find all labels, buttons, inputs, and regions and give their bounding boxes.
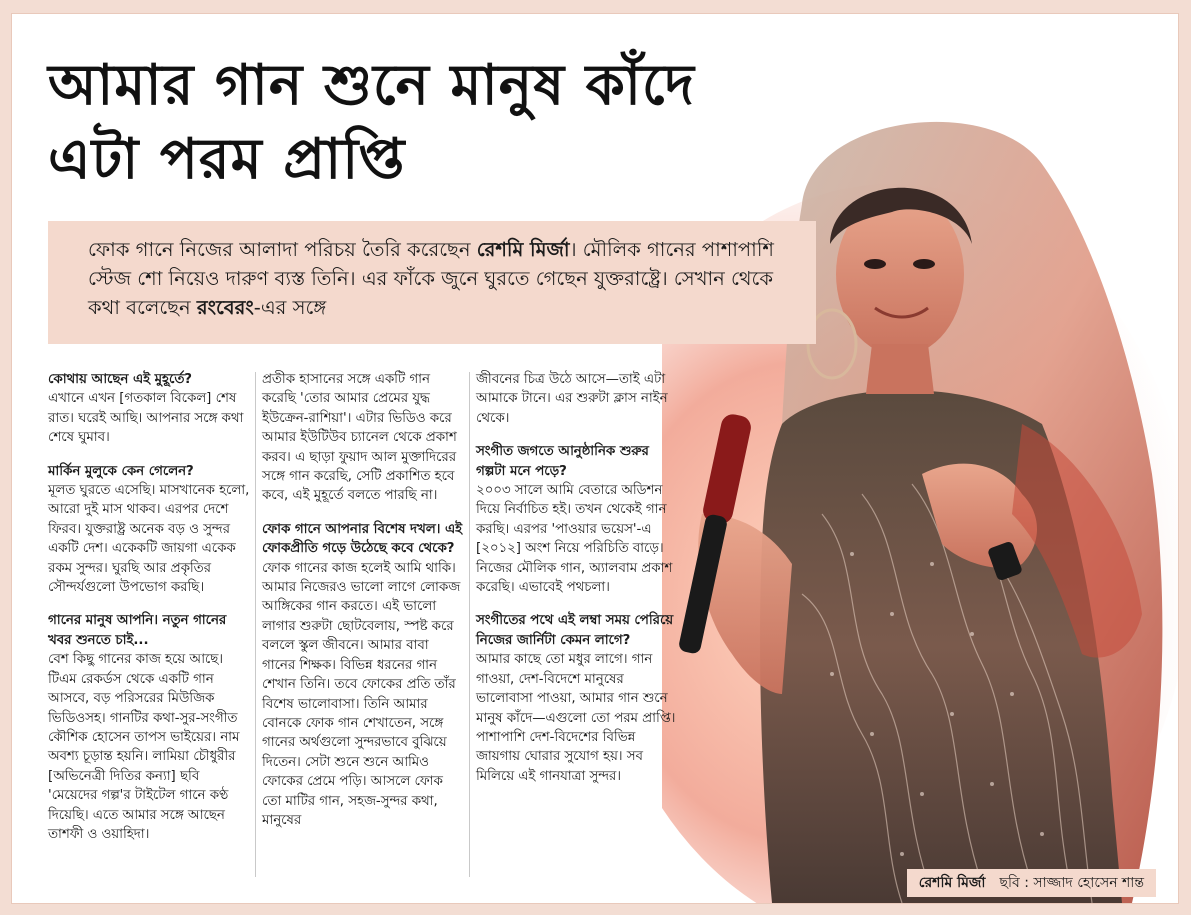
column-divider (255, 372, 256, 877)
newspaper-page (12, 14, 1178, 903)
photo-caption (907, 869, 1156, 897)
qa-block (476, 370, 680, 428)
qa-block (262, 370, 466, 506)
caption-credit: ছবি : সাজ্জাদ হোসেন শান্ত (999, 875, 1144, 891)
intro-text-3: -এর সঙ্গে (253, 296, 327, 319)
intro-box (48, 221, 816, 344)
singer-illustration (662, 94, 1178, 903)
qa-block (48, 370, 252, 448)
question: ফোক গানে আপনার বিশেষ দখল। এই ফোকপ্রীতি গড়ে উঠেছে কবে থেকে? (262, 521, 463, 557)
column-divider (469, 372, 470, 877)
question: গানের মানুষ আপনি। নতুন গানের খবর শুনতে চাই... (48, 613, 227, 648)
singer-photo (662, 94, 1178, 903)
intro-section: রংবেরং (196, 296, 254, 319)
column-2 (262, 370, 466, 844)
qa-block (476, 611, 680, 786)
answer: এখানে এখন [গতকাল বিকেল] শেষ রাত। ঘরেই আছি। আপনার সঙ্গে কথা শেষে ঘুমাব। (48, 391, 244, 446)
answer: মূলত ঘুরতে এসেছি। মাসখানেক হলো, আরো দুই মাস থাকব। এরপর দেশে ফিরব। যুক্তরাষ্ট্র অনেক বড় ও সুন্দর একটি দেশ। একেকটি জায়গা একেক রকম সুন্দর। ঘুরছি আর প্রকৃতির সৌন্দর্যগুলো উপভোগ করছি। (48, 483, 250, 596)
qa-block (476, 442, 680, 597)
question: সংগীত জগতে আনুষ্ঠানিক শুরুর গল্পটা মনে পড়ে? (476, 444, 649, 479)
intro-text-1: ফোক গানে নিজের আলাদা পরিচয় তৈরি করেছেন (88, 238, 477, 261)
caption-name: রেশমি মির্জা (918, 875, 986, 891)
question: সংগীতের পথে এই লম্বা সময় পেরিয়ে নিজের জার্নিটা কেমন লাগে? (476, 613, 674, 648)
interview-columns (48, 370, 684, 885)
answer: ২০০৩ সালে আমি বেতারে অডিশন দিয়ে নির্বাচিত হই। তখন থেকেই গান করছি। এরপর 'পাওয়ার ভয়েস'-এ [২০১২] অংশ নিয়ে পরিচিতি বাড়ে। নিজের মৌলিক গান, অ্যালবাম প্রকাশ করেছি। এভাবেই পথচলা। (476, 483, 673, 596)
question: কোথায় আছেন এই মুহূর্তে? (48, 372, 193, 387)
headline-line-1: আমার গান শুনে মানুষ কাঁদে (48, 52, 695, 118)
intro-name: রেশমি মির্জা (476, 238, 570, 261)
qa-block (48, 462, 252, 598)
answer: প্রতীক হাসানের সঙ্গে একটি গান করেছি 'তোর আমার প্রেমের যুদ্ধ ইউক্রেন-রাশিয়া'। এটার ভিডিও করে আমার ইউটিউব চ্যানেল থেকে প্রকাশ করব। এ ছাড়া ফুয়াদ আল মুক্তাদিরের সঙ্গে গান করেছি, সেটি প্রকাশিত হবে কবে, এই মুহূর্তে বলতে পারছি না। (262, 372, 457, 504)
headline (48, 48, 768, 196)
intro-text-2: । মৌলিক গানের পাশাপাশি স্টেজ শো নিয়েও দারুণ ব্যস্ত তিনি। এর ফাঁকে জুনে ঘুরতে গেছেন যুক্তরাষ্ট্রে। সেখান থেকে কথা বলেছেন (88, 238, 774, 319)
headline-line-2: এটা পরম প্রাপ্তি (48, 126, 406, 192)
answer: জীবনের চিত্র উঠে আসে—তাই এটা আমাকে টানে। এর শুরুটা ক্লাস নাইন থেকে। (476, 372, 668, 426)
question: মার্কিন মুলুকে কেন গেলেন? (48, 463, 194, 479)
column-1 (48, 370, 252, 858)
qa-block (48, 611, 252, 844)
column-3 (476, 370, 680, 800)
answer: ফোক গানের কাজ হলেই আমি থাকি। আমার নিজেরও ভালো লাগে লোকজ আঙ্গিকের গান করতে। এই ভালো লাগার শুরুটা ছোটবেলায়, স্পষ্ট করে বললে স্কুল জীবনে। আমার বাবা গানের শিক্ষক। বিভিন্ন ধরনের গান শেখান তিনি। তবে ফোকের প্রতি তাঁর বিশেষ ভালোবাসা। তিনি আমার বোনকে ফোক গান শেখাতেন, সঙ্গে গানের অর্থগুলো সুন্দরভাবে বুঝিয়ে দিতেন। সেটা শুনে শুনে আমিও ফোকের প্রেমে পড়ি। আসলে ফোক তো মাটির গান, সহজ-সুন্দর কথা, মানুষের (262, 560, 461, 828)
qa-block (262, 520, 466, 831)
answer: আমার কাছে তো মধুর লাগে। গান গাওয়া, দেশ-বিদেশে মানুষের ভালোবাসা পাওয়া, আমার গান শুনে মানুষ কাঁদে—এগুলো তো পরম প্রাপ্তি। পাশাপাশি দেশ-বিদেশের বিভিন্ন জায়গায় ঘোরার সুযোগ হয়। সব মিলিয়ে এই গানযাত্রা সুন্দর। (476, 652, 676, 784)
answer: বেশ কিছু গানের কাজ হয়ে আছে। টিএম রেকর্ডস থেকে একটি গান আসবে, বড় পরিসরের মিউজিক ভিডিওসহ। গানটির কথা-সুর-সংগীত কৌশিক হোসেন তাপস ভাইয়ের। নাম অবশ্য চূড়ান্ত হয়নি। লামিয়া চৌধুরীর [অভিনেত্রী দিতির কন্যা] ছবি 'মেয়েদের গল্প'র টাইটেল গানে কণ্ঠ দিয়েছি। এতে আমার সঙ্গে আছেন তাশফী ও ওয়াহিদা। (48, 652, 240, 842)
